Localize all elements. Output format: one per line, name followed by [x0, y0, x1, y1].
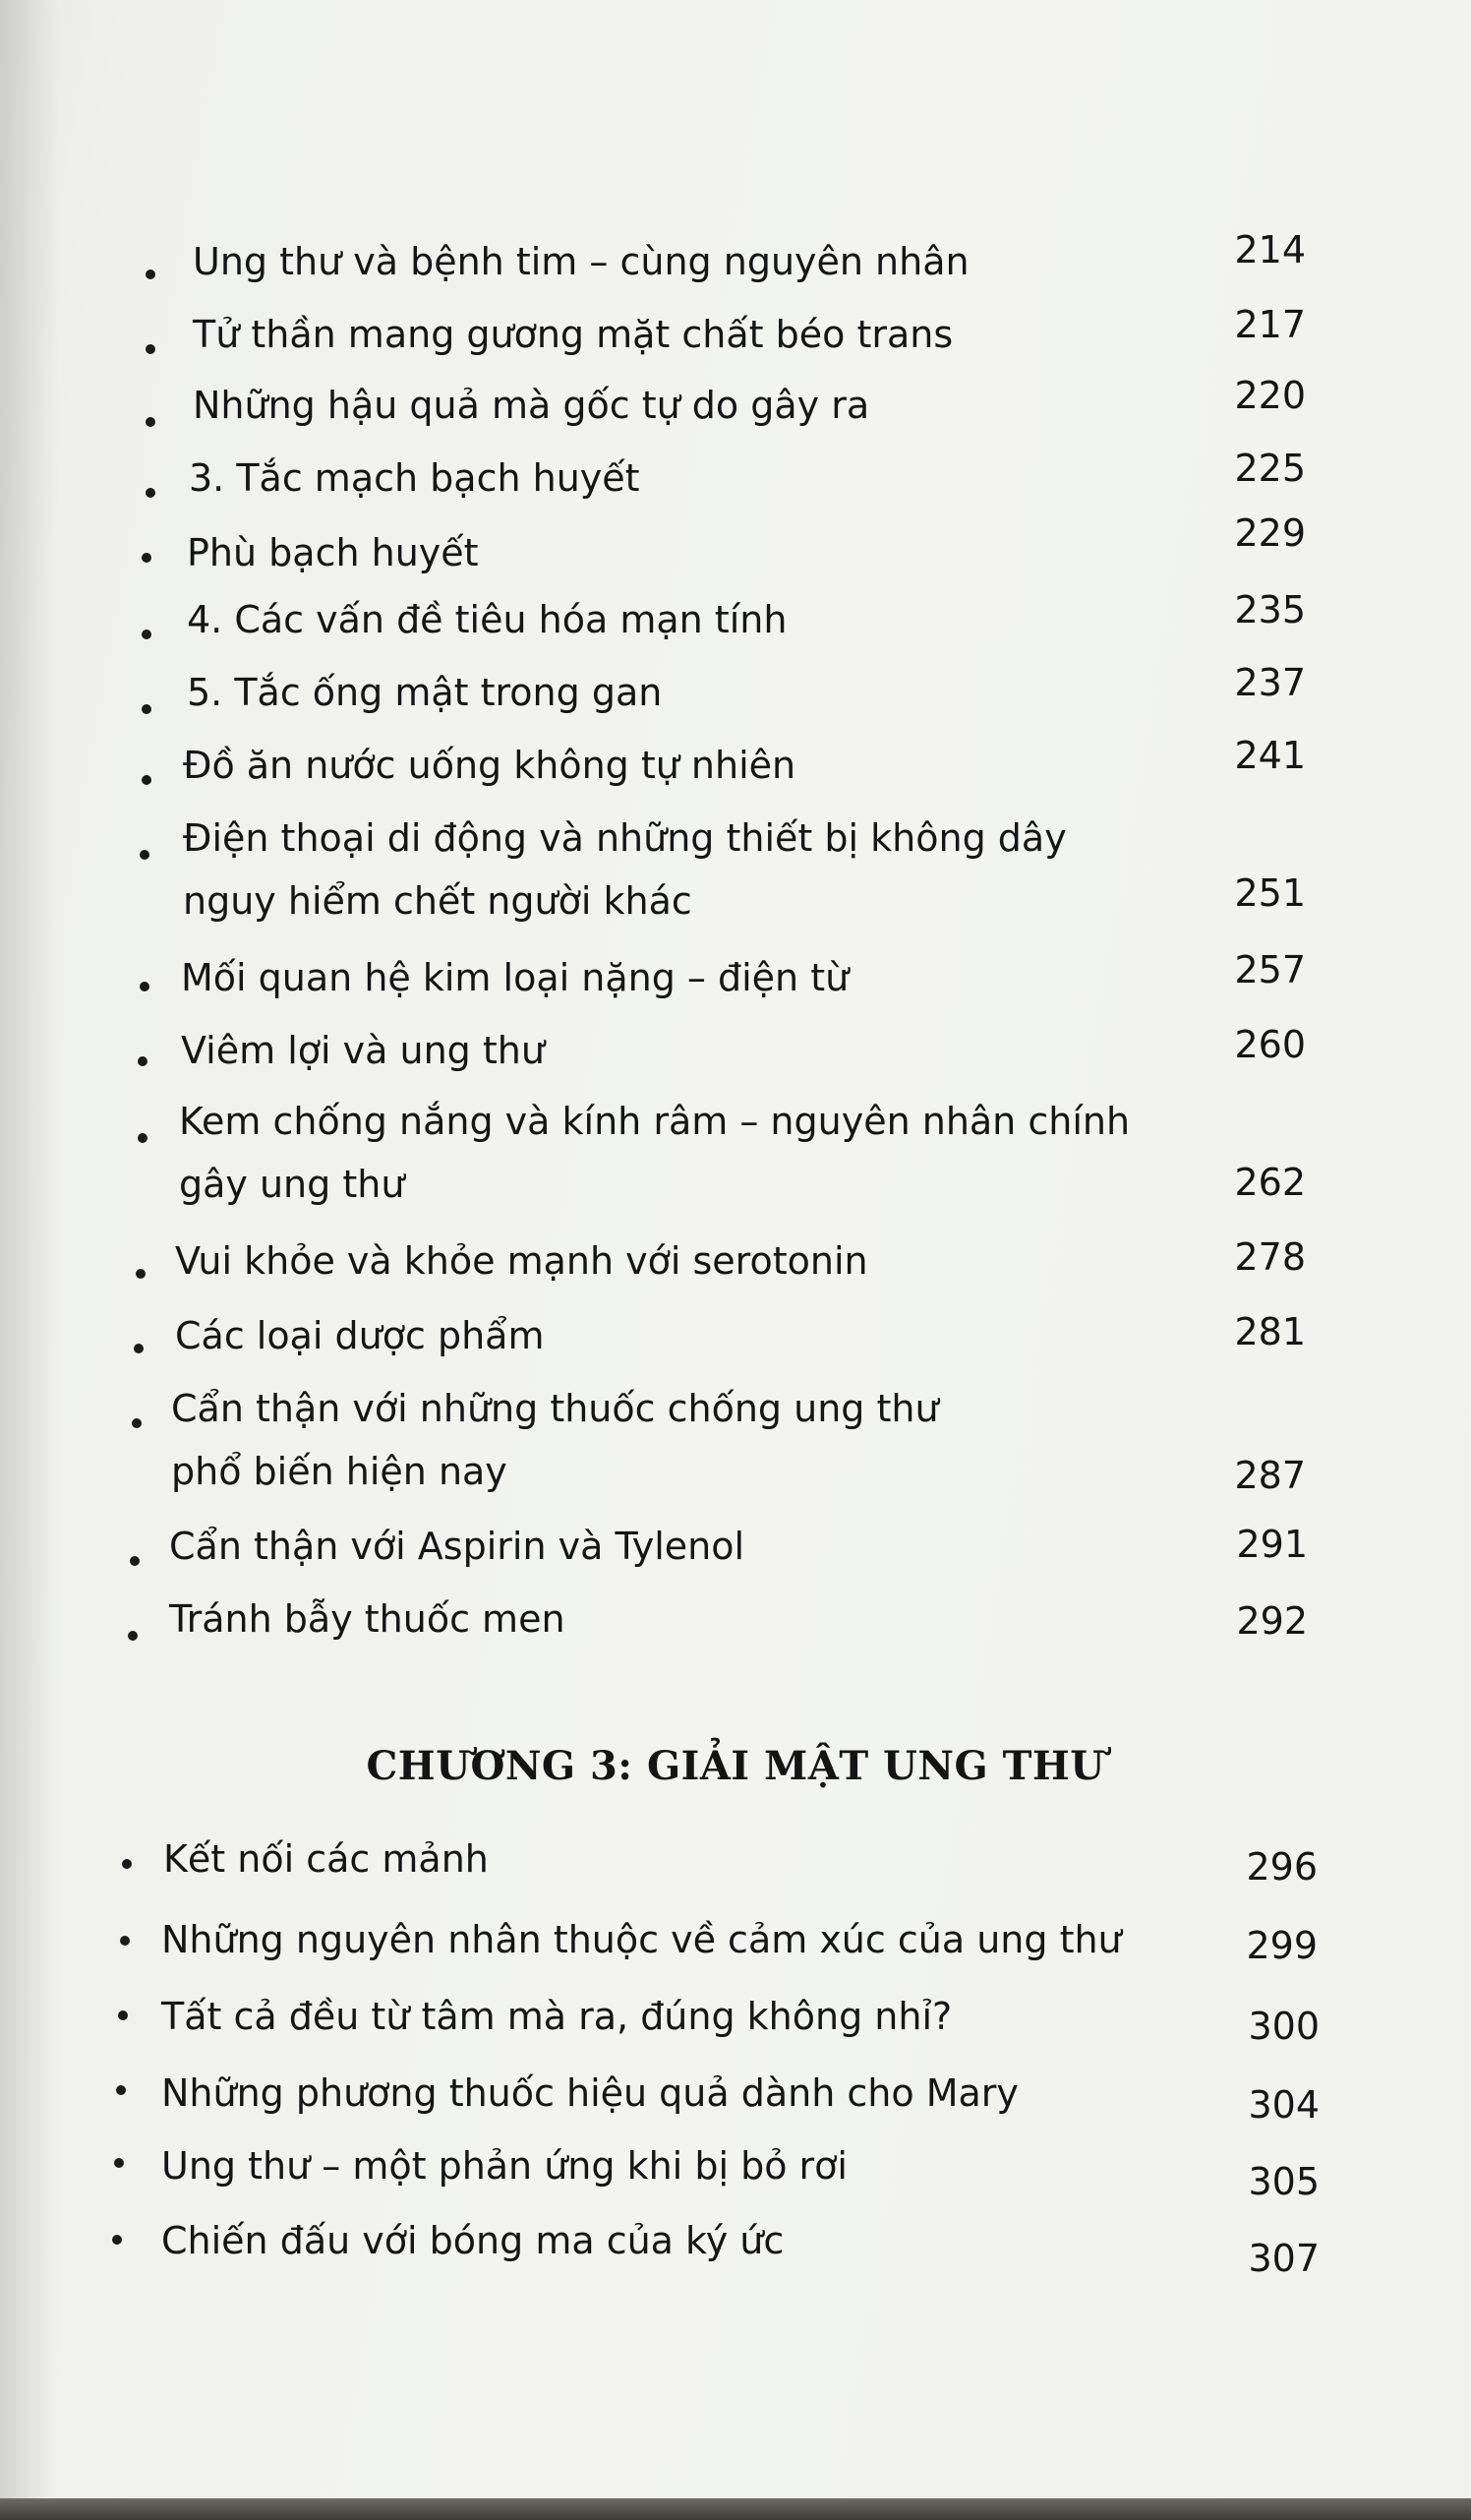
- entry-page-number: 299: [1246, 1924, 1318, 1967]
- chapter-heading: CHƯƠNG 3: GIẢI MẬT UNG THƯ: [366, 1743, 1105, 1789]
- table-surface: [0, 2498, 1471, 2520]
- entry-page-number: 241: [1234, 734, 1306, 777]
- bullet: [142, 553, 151, 563]
- bullet: [140, 982, 149, 991]
- entry-title: 5. Tắc ống mật trong gan: [187, 671, 663, 714]
- entry-page-number: 281: [1234, 1310, 1306, 1353]
- entry-page-number: 229: [1234, 511, 1306, 555]
- entry-title-continued: gây ung thư: [179, 1163, 405, 1206]
- page-gutter-shadow: [0, 0, 59, 2498]
- entry-title: Mối quan hệ kim loại nặng – điện từ: [181, 956, 850, 999]
- entry-title-continued: phổ biến hiện nay: [171, 1450, 507, 1493]
- bullet: [130, 1556, 140, 1566]
- entry-page-number: 300: [1248, 2005, 1320, 2048]
- bullet: [146, 270, 155, 279]
- bullet: [114, 2158, 124, 2168]
- entry-page-number: 278: [1234, 1235, 1306, 1279]
- bullet: [118, 2010, 128, 2020]
- entry-title: Ung thư – một phản ứng khi bị bỏ rơi: [161, 2144, 848, 2188]
- entry-page-number: 235: [1234, 588, 1306, 631]
- entry-title: Tất cả đều từ tâm mà ra, đúng không nhỉ?: [161, 1995, 953, 2038]
- entry-title: Các loại dược phẩm: [175, 1314, 545, 1357]
- entry-page-number: 251: [1234, 871, 1306, 915]
- entry-page-number: 225: [1234, 447, 1306, 490]
- entry-title: Kem chống nắng và kính râm – nguyên nhân chính: [179, 1100, 1131, 1143]
- bullet: [116, 2085, 126, 2095]
- entry-title: Chiến đấu với bóng ma của ký ức: [161, 2219, 785, 2262]
- entry-title: Tử thần mang gương mặt chất béo trans: [193, 313, 954, 356]
- bullet: [136, 1269, 146, 1279]
- entry-page-number: 260: [1234, 1023, 1306, 1066]
- entry-title: Những hậu quả mà gốc tự do gây ra: [193, 384, 870, 427]
- entry-title-continued: nguy hiểm chết người khác: [183, 879, 692, 923]
- entry-page-number: 287: [1234, 1454, 1306, 1497]
- entry-title: Phù bạch huyết: [187, 531, 479, 574]
- bullet: [142, 630, 151, 639]
- entry-title: Ung thư và bệnh tim – cùng nguyên nhân: [193, 240, 970, 283]
- bullet: [142, 775, 151, 785]
- entry-title: 4. Các vấn đề tiêu hóa mạn tính: [187, 598, 788, 641]
- bullet: [146, 488, 155, 498]
- entry-title: Kết nối các mảnh: [163, 1837, 489, 1881]
- bullet: [122, 1859, 132, 1869]
- entry-title: Tránh bẫy thuốc men: [169, 1597, 565, 1641]
- bullet: [138, 1133, 147, 1143]
- entry-title: Cẩn thận với Aspirin và Tylenol: [169, 1525, 745, 1568]
- entry-page-number: 305: [1248, 2160, 1320, 2203]
- entry-title: Đồ ăn nước uống không tự nhiên: [183, 744, 796, 787]
- entry-page-number: 214: [1234, 228, 1306, 271]
- entry-page-number: 262: [1234, 1161, 1306, 1204]
- entry-title: Viêm lợi và ung thư: [181, 1029, 545, 1072]
- entry-page-number: 257: [1234, 948, 1306, 991]
- entry-title: Điện thoại di động và những thiết bị không dây: [183, 816, 1067, 860]
- entry-page-number: 296: [1246, 1845, 1318, 1889]
- bullet: [120, 1936, 130, 1946]
- bullet: [146, 344, 155, 354]
- bullet: [134, 1344, 144, 1353]
- entry-title: Cẩn thận với những thuốc chống ung thư: [171, 1387, 939, 1430]
- bullet: [132, 1418, 142, 1428]
- entry-page-number: 292: [1236, 1599, 1308, 1643]
- entry-page-number: 291: [1236, 1523, 1308, 1566]
- bullet: [146, 417, 155, 427]
- entry-title: Những nguyên nhân thuộc về cảm xúc của ung thư: [161, 1918, 1122, 1961]
- entry-title: Vui khỏe và khỏe mạnh với serotonin: [175, 1239, 868, 1283]
- entry-title: Những phương thuốc hiệu quả dành cho Mary: [161, 2071, 1019, 2115]
- bullet: [142, 704, 151, 714]
- entry-page-number: 307: [1248, 2237, 1320, 2280]
- entry-page-number: 220: [1234, 374, 1306, 417]
- entry-title: 3. Tắc mạch bạch huyết: [189, 456, 640, 500]
- bullet: [138, 1056, 147, 1066]
- entry-page-number: 304: [1248, 2083, 1320, 2127]
- bullet: [128, 1631, 138, 1641]
- bullet: [140, 850, 149, 860]
- bullet: [112, 2235, 122, 2245]
- entry-page-number: 237: [1234, 661, 1306, 704]
- entry-page-number: 217: [1234, 303, 1306, 346]
